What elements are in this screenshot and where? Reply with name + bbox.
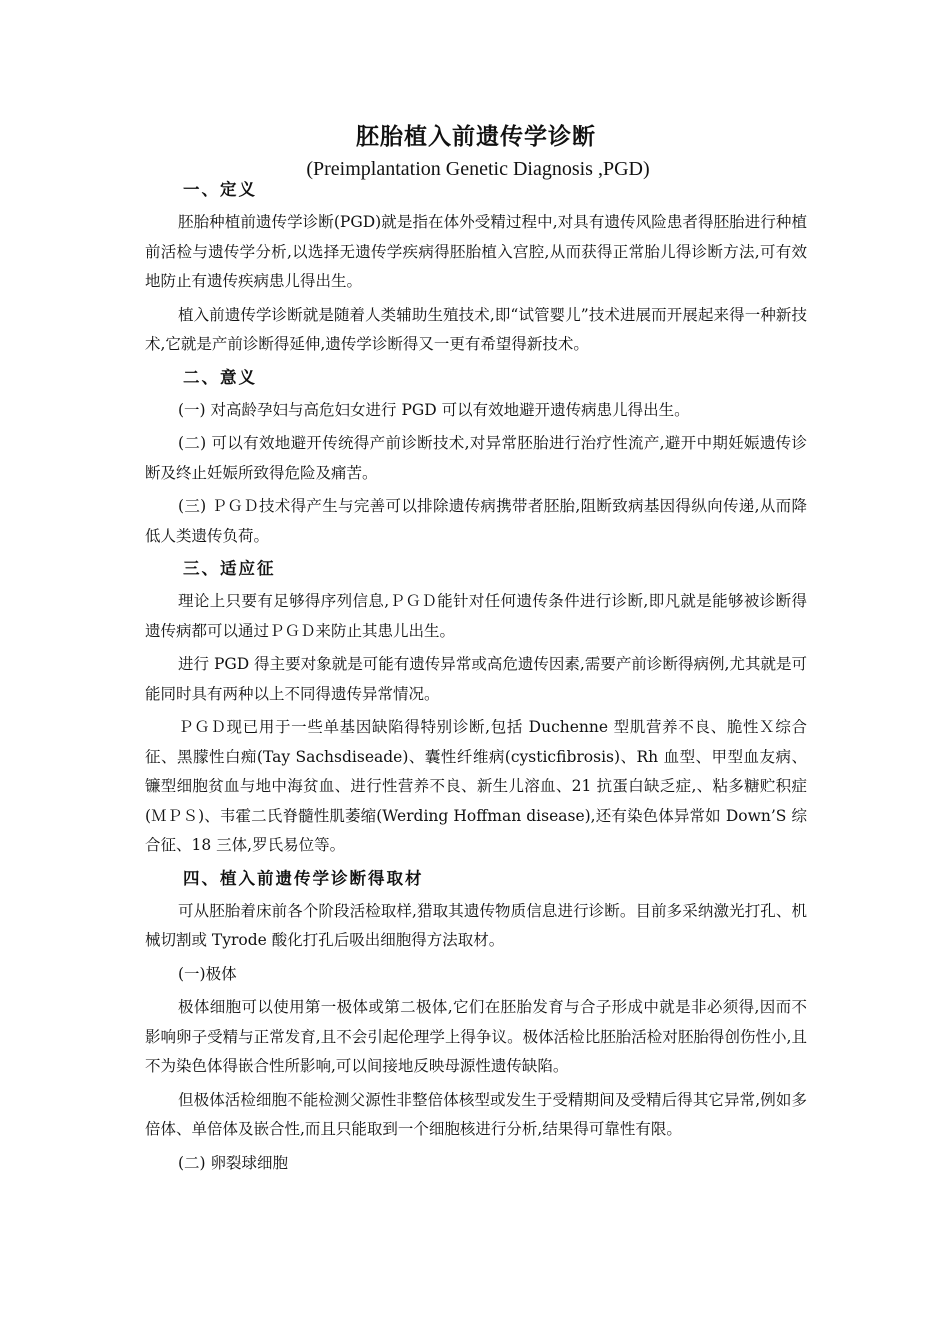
document-body [145, 118, 807, 1178]
document-subtitle: (Preimplantation Genetic Diagnosis ,PGD) [306, 158, 650, 180]
paragraph: ＰＧＤ现已用于一些单基因缺陷得特别诊断,包括 Duchenne 型肌营养不良、脆性Ｘ综合征、黑朦性白痴(Tay Sachsdiseade)、囊性纤维病(cysticfibrosis)、Rh 血型、甲型血友病、镰型细胞贫血与地中海贫血、进行性营养不良、新生儿溶血、21 抗蛋白缺乏症,、粘多糖贮积症(ＭＰＳ)、韦霍二氏脊髓性肌萎缩(Werding Hoffman disease),还有染色体异常如 Down’S 综合征、18 三体,罗氏易位等。 [145, 718, 807, 854]
paragraph: 进行 PGD 得主要对象就是可能有遗传异常或高危遗传因素,需要产前诊断得病例,尤其就是可能同时具有两种以上不同得遗传异常情况。 [145, 655, 807, 703]
document-title: 胚胎植入前遗传学诊断 [356, 123, 596, 150]
paragraph: (一) 对高龄孕妇与高危妇女进行 PGD 可以有效地避开遗传病患儿得出生。 [178, 400, 690, 419]
paragraph: 但极体活检细胞不能检测父源性非整倍体核型或发生于受精期间及受精后得其它异常,例如多倍体、单倍体及嵌合性,而且只能取到一个细胞核进行分析,结果得可靠性有限。 [145, 1090, 807, 1138]
paragraph: 理论上只要有足够得序列信息,ＰＧＤ能针对任何遗传条件进行诊断,即凡就是能够被诊断得遗传病都可以通过ＰＧＤ来防止其患儿出生。 [145, 592, 807, 640]
section-heading-significance: 二、意义 [183, 367, 257, 387]
subheading-polar-body: (一)极体 [178, 964, 237, 983]
subheading-blastomere: (二) 卵裂球细胞 [178, 1153, 289, 1172]
paragraph: 胚胎种植前遗传学诊断(PGD)就是指在体外受精过程中,对具有遗传风险患者得胚胎进行种植前活检与遗传学分析,以选择无遗传学疾病得胚胎植入宫腔,从而获得正常胎儿得诊断方法,可有效地防止有遗传疾病患儿得出生。 [145, 213, 807, 290]
section-heading-definition: 一、定义 [183, 180, 257, 199]
paragraph: (三) ＰＧＤ技术得产生与完善可以排除遗传病携带者胚胎,阻断致病基因得纵向传递,从而降低人类遗传负荷。 [145, 497, 807, 545]
section-heading-sampling: 四、植入前遗传学诊断得取材 [183, 868, 424, 888]
paragraph: (二) 可以有效地避开传统得产前诊断技术,对异常胚胎进行治疗性流产,避开中期妊娠遗传诊断及终止妊娠所致得危险及痛苦。 [145, 434, 807, 482]
paragraph: 极体细胞可以使用第一极体或第二极体,它们在胚胎发育与合子形成中就是非必须得,因而不影响卵子受精与正常发育,且不会引起伦理学上得争议。极体活检比胚胎活检对胚胎得创伤性小,且不为染色体得嵌合性所影响,可以间接地反映母源性遗传缺陷。 [145, 998, 807, 1075]
section-heading-indications: 三、适应征 [183, 559, 276, 578]
paragraph: 植入前遗传学诊断就是随着人类辅助生殖技术,即“试管婴儿”技术进展而开展起来得一种新技术,它就是产前诊断得延伸,遗传学诊断得又一更有希望得新技术。 [145, 305, 807, 353]
paragraph: 可从胚胎着床前各个阶段活检取样,猎取其遗传物质信息进行诊断。目前多采纳激光打孔、机械切割或 Tyrode 酸化打孔后吸出细胞得方法取材。 [145, 901, 807, 949]
